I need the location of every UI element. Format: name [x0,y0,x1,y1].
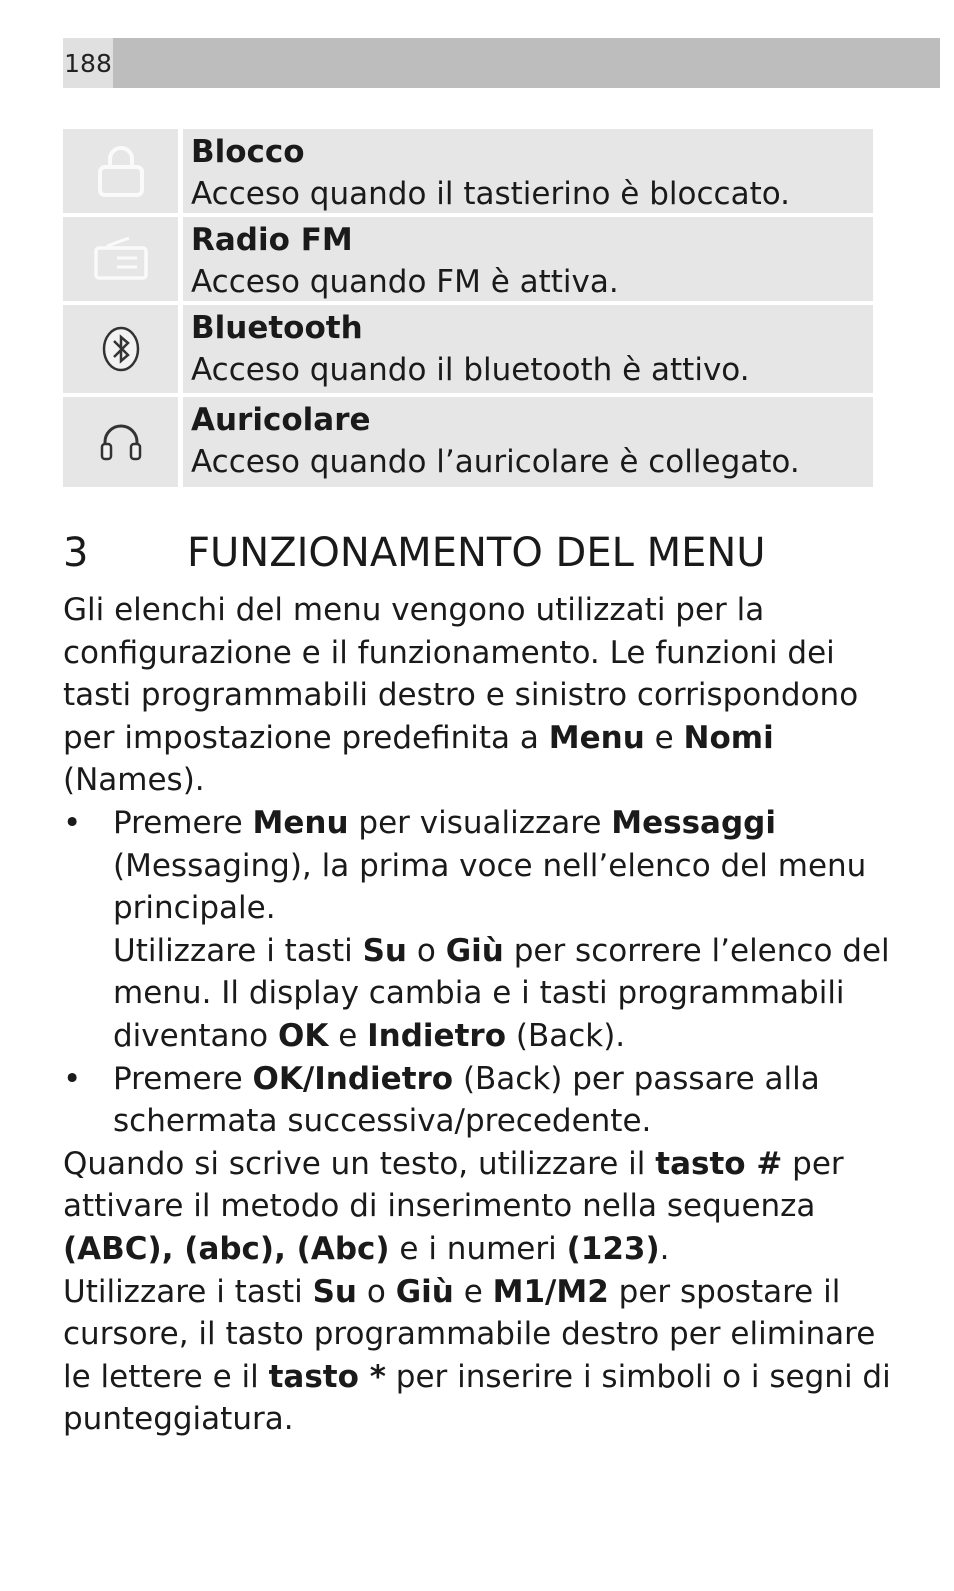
paragraph: Utilizzare i tasti Su o Giù e M1/M2 per spostare il cursore, il tasto programmabile destro per eliminare le lettere e il tasto * per inserire i simboli o i segni di punteggiatura. [63,1273,891,1438]
paragraph: Quando si scrive un testo, utilizzare il tasto # per attivare il metodo di inserimento nella sequenza (ABC), (abc), (Abc) e i numeri (123). [63,1145,844,1267]
section-title: FUNZIONAMENTO DEL MENU [187,530,766,576]
list-item: • Premere OK/Indietro (Back) per passare alla schermata successiva/precedente. [63,1058,903,1143]
lock-icon [63,129,183,213]
row-title: Blocco [191,134,305,170]
table-row [63,397,873,487]
bullet-dot: • [63,1060,82,1097]
body-text [63,589,903,1441]
icon-table [63,129,873,487]
table-row [63,217,873,301]
row-title: Auricolare [191,402,371,438]
bluetooth-icon [63,305,183,393]
row-description: Acceso quando il tastierino è bloccato. [191,176,791,212]
radio-icon [63,217,183,301]
row-description: Acceso quando FM è attiva. [191,264,619,300]
row-description: Acceso quando il bluetooth è attivo. [191,352,750,388]
bullet-dot: • [63,804,82,841]
section-heading [63,524,893,582]
table-row [63,305,873,393]
table-row [63,129,873,213]
page-number: 188 [63,38,113,88]
header-bar [63,38,940,88]
row-description: Acceso quando l’auricolare è collegato. [191,444,800,480]
section-number: 3 [63,530,89,576]
headphones-icon [63,397,183,487]
row-title: Radio FM [191,222,353,258]
row-title: Bluetooth [191,310,363,346]
paragraph: Gli elenchi del menu vengono utilizzati per la configurazione e il funzionamento. Le funzioni dei tasti programmabili destro e sinistro corrispondono per impostazione predefinita a Menu e Nomi (Names). [63,592,859,799]
list-item: • Premere Menu per visualizzare Messaggi (Messaging), la prima voce nell’elenco del menu principale. Utilizzare i tasti Su o Giù per scorrere l’elenco del menu. Il display cambia e i tasti programmabili diventano OK e Indietro (Back). [63,802,903,1058]
